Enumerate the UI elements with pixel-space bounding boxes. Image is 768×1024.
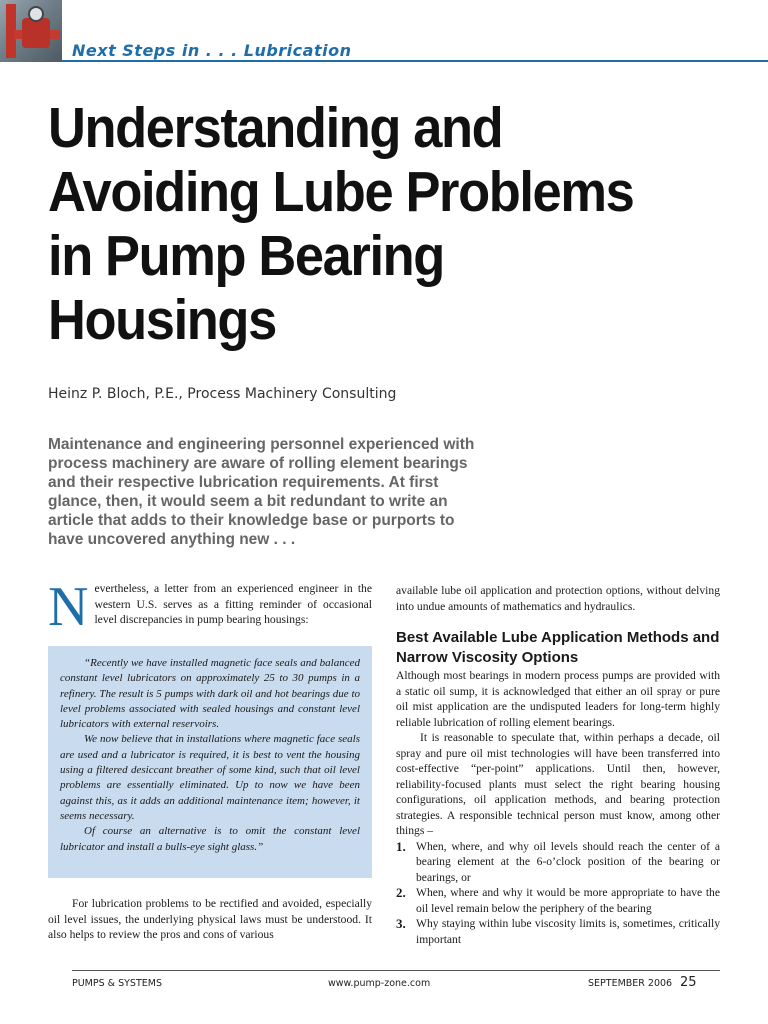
intro-deck: Maintenance and engineering personnel experienced with process machinery are aware of rolling element bearings and their respective lubrication requirements. At first glance, then, it would seem a bit redundant to write an article that adds to their knowledge base or purports to have uncovered anything new . . . — [48, 436, 475, 548]
list-text: Why staying within lube viscosity limits is, sometimes, critically important — [416, 917, 720, 946]
list-number: 1. — [396, 838, 406, 854]
title-line: Avoiding Lube Problems — [48, 160, 634, 224]
closing-text: For lubrication problems to be rectified and avoided, especially oil level issues, the underlying physical laws must be understood. It also helps to review the pros and cons of various — [48, 897, 372, 941]
body-paragraph: Although most bearings in modern process pumps are provided with a static oil sump, it is acknowledged that either an oil spray or pure oil mist application are the undisputed leaders for long-term highly reliable lubrication of rolling element bearings. — [396, 669, 720, 729]
body-paragraph: It is reasonable to speculate that, within perhaps a decade, oil spray and pure oil mist technologies will have been transferred into cost-effective “per-point” applications. Until then, however, reliability-focused plants must select the right bearing housing configurations, oil application methods, and bearing protection strategies. A responsible technical person must know, among other things – — [396, 731, 720, 837]
list-item — [396, 839, 720, 886]
footer-publication: PUMPS & SYSTEMS — [72, 978, 162, 989]
footer-rule — [72, 970, 720, 971]
quote-paragraph: We now believe that in installations where magnetic face seals are used and a lubricator is required, it is best to vent the housing using a filtered desiccant breather of some kind, such that oil level problems are essentially eliminated. Up to now we have been against this, as it adds an additional maintenance item; however, it seems necessary. — [60, 733, 360, 822]
list-item — [396, 916, 720, 947]
title-line: Understanding and — [48, 96, 503, 160]
pull-quote-box — [48, 646, 372, 878]
title-line: in Pump Bearing — [48, 224, 444, 288]
list-text: When, where, and why oil levels should reach the center of a bearing element at the 6-o’clock position of the bearing or bearings, or — [416, 839, 720, 884]
footer-url: www.pump-zone.com — [328, 978, 431, 989]
right-continuation: available lube oil application and protection options, without delving into undue amounts of mathematics and hydraulics. — [396, 584, 720, 613]
section-label: Next Steps in . . . Lubrication — [72, 41, 352, 60]
list-number: 2. — [396, 885, 406, 900]
byline: Heinz P. Bloch, P.E., Process Machinery Consulting — [48, 386, 397, 402]
list-number: 3. — [396, 916, 406, 931]
left-closing-paragraph — [48, 896, 372, 943]
header-rule — [62, 60, 768, 62]
quote-paragraph: Of course an alternative is to omit the constant level lubricator and install a bulls-eye sight glass.” — [60, 825, 360, 853]
drop-cap: N — [48, 576, 89, 638]
section-subhead: Best Available Lube Application Methods and Narrow Viscosity Options — [396, 629, 720, 666]
left-column-opening — [48, 576, 372, 638]
title-line: Housings — [48, 288, 276, 352]
opening-paragraph: evertheless, a letter from an experienced engineer in the western U.S. serves as a fitting reminder of occasional level discrepancies in pump bearing housings: — [94, 582, 372, 626]
right-body — [396, 668, 720, 947]
header-photo — [0, 0, 62, 62]
quote-paragraph: “Recently we have installed magnetic face seals and balanced constant level lubricators on approximately 25 to 30 pumps in a refinery. The result is 5 pumps with dark oil and hot bearings due to level problems associated with sealed housings and constant level lubricators with external reservoirs. — [60, 657, 360, 731]
article-title — [48, 96, 692, 352]
list-item — [396, 885, 720, 916]
numbered-list — [396, 839, 720, 948]
footer-date: SEPTEMBER 2006 — [588, 978, 673, 989]
list-text: When, where and why it would be more appropriate to have the oil level remain below the periphery of the bearing — [416, 886, 720, 915]
page-number: 25 — [680, 975, 697, 990]
